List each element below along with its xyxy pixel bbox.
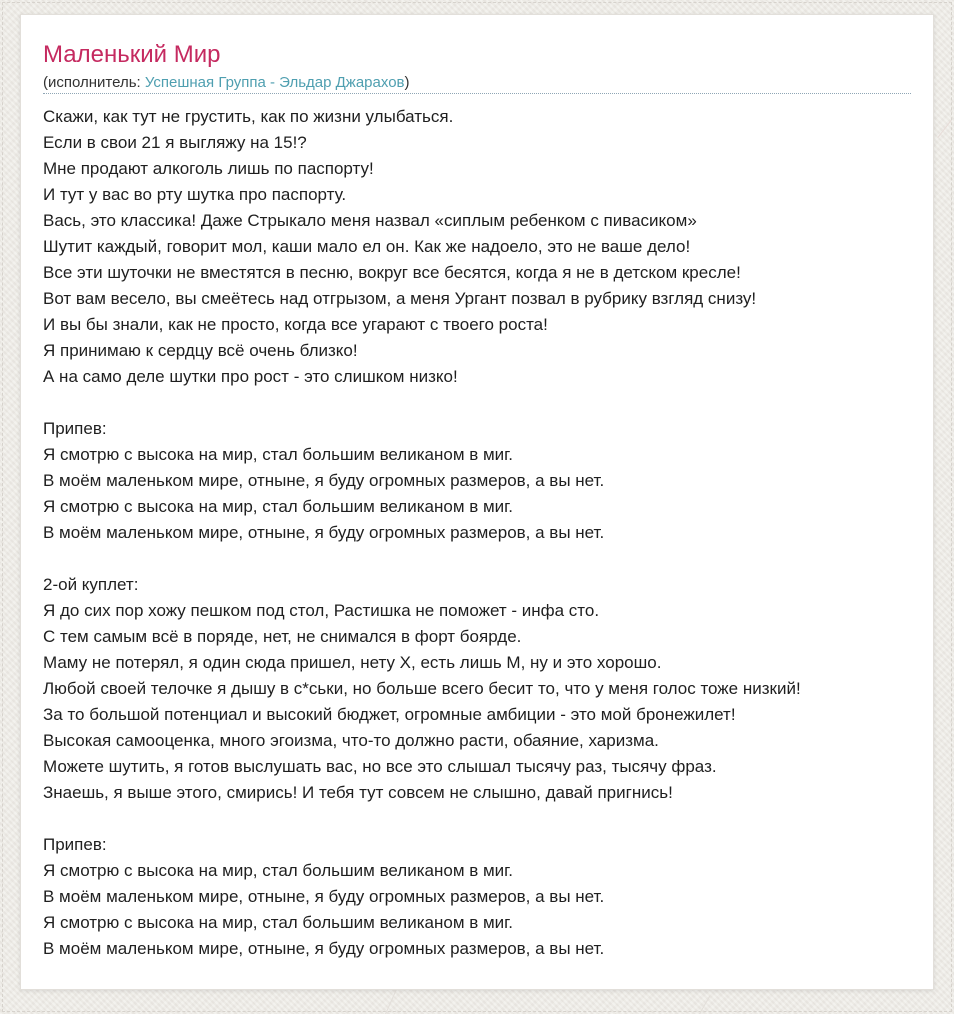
artist-link[interactable]: Успешная Группа - Эльдар Джарахов — [144, 74, 405, 91]
lyric-line: Я смотрю с высока на мир, стал большим великаном в миг. — [43, 445, 514, 464]
lyric-line: Припев: — [43, 419, 107, 438]
lyrics-text — [43, 104, 911, 962]
lyric-line: Все эти шуточки не вместятся в песню, вокруг все бесятся, когда я не в детском кресле! — [43, 263, 741, 282]
paper-crease-texture — [697, 995, 711, 1014]
lyric-line: В моём маленьком мире, отныне, я буду огромных размеров, а вы нет. — [43, 939, 605, 958]
page-title: Маленький Мир — [43, 41, 221, 68]
lyrics-card — [20, 14, 934, 990]
artist-suffix: ) — [404, 74, 410, 91]
lyric-line — [43, 806, 911, 832]
lyric-line: В моём маленьком мире, отныне, я буду огромных размеров, а вы нет. — [43, 471, 605, 490]
lyric-line: И вы бы знали, как не просто, когда все угарают с твоего роста! — [43, 315, 548, 334]
lyric-line: Скажи, как тут не грустить, как по жизни улыбаться. — [43, 107, 454, 126]
artist-label: (исполнитель: — [43, 74, 145, 91]
lyric-line — [43, 546, 911, 572]
lyric-line: А на само деле шутки про рост - это слишком низко! — [43, 367, 458, 386]
lyric-line: Шутит каждый, говорит мол, каши мало ел он. Как же надоело, это не ваше дело! — [43, 237, 691, 256]
song-header — [43, 41, 911, 94]
lyric-line: В моём маленьком мире, отныне, я буду огромных размеров, а вы нет. — [43, 523, 605, 542]
lyric-line: Если в свои 21 я выгляжу на 15!? — [43, 133, 307, 152]
lyric-line: И тут у вас во рту шутка про паспорту. — [43, 185, 347, 204]
lyric-line: В моём маленьком мире, отныне, я буду огромных размеров, а вы нет. — [43, 887, 605, 906]
lyric-line: Мне продают алкоголь лишь по паспорту! — [43, 159, 374, 178]
lyric-line: Вась, это классика! Даже Стрыкало меня назвал «сиплым ребенком с пивасиком» — [43, 211, 697, 230]
paper-crease-texture — [382, 989, 397, 1014]
lyric-line: Вот вам весело, вы смеётесь над отгрызом, а меня Ургант позвал в рубрику взгляд снизу! — [43, 289, 757, 308]
artist-line — [43, 73, 911, 92]
lyric-line: Высокая самооценка, много эгоизма, что-то должно расти, обаяние, харизма. — [43, 731, 659, 750]
lyric-line — [43, 390, 911, 416]
lyric-line: Знаешь, я выше этого, смирись! И тебя тут совсем не слышно, давай пригнись! — [43, 783, 673, 802]
lyric-line: Можете шутить, я готов выслушать вас, но все это слышал тысячу раз, тысячу фраз. — [43, 757, 717, 776]
paper-crease-texture — [937, 120, 951, 138]
lyric-line: Я смотрю с высока на мир, стал большим великаном в миг. — [43, 861, 514, 880]
lyric-line: 2-ой куплет: — [43, 575, 139, 594]
lyric-line: Я смотрю с высока на мир, стал большим великаном в миг. — [43, 497, 514, 516]
lyric-line: Я принимаю к сердцу всё очень близко! — [43, 341, 358, 360]
lyric-line: Любой своей телочке я дышу в с*ськи, но больше всего бесит то, что у меня голос тоже низкий! — [43, 679, 801, 698]
lyric-line: Припев: — [43, 835, 107, 854]
lyric-line: Я смотрю с высока на мир, стал большим великаном в миг. — [43, 913, 514, 932]
lyric-line: Маму не потерял, я один сюда пришел, нету X, есть лишь M, ну и это хорошо. — [43, 653, 662, 672]
lyric-line: За то большой потенциал и высокий бюджет, огромные амбиции - это мой бронежилет! — [43, 705, 736, 724]
lyric-line: С тем самым всё в поряде, нет, не снимался в форт боярде. — [43, 627, 522, 646]
lyric-line: Я до сих пор хожу пешком под стол, Растишка не поможет - инфа сто. — [43, 601, 600, 620]
